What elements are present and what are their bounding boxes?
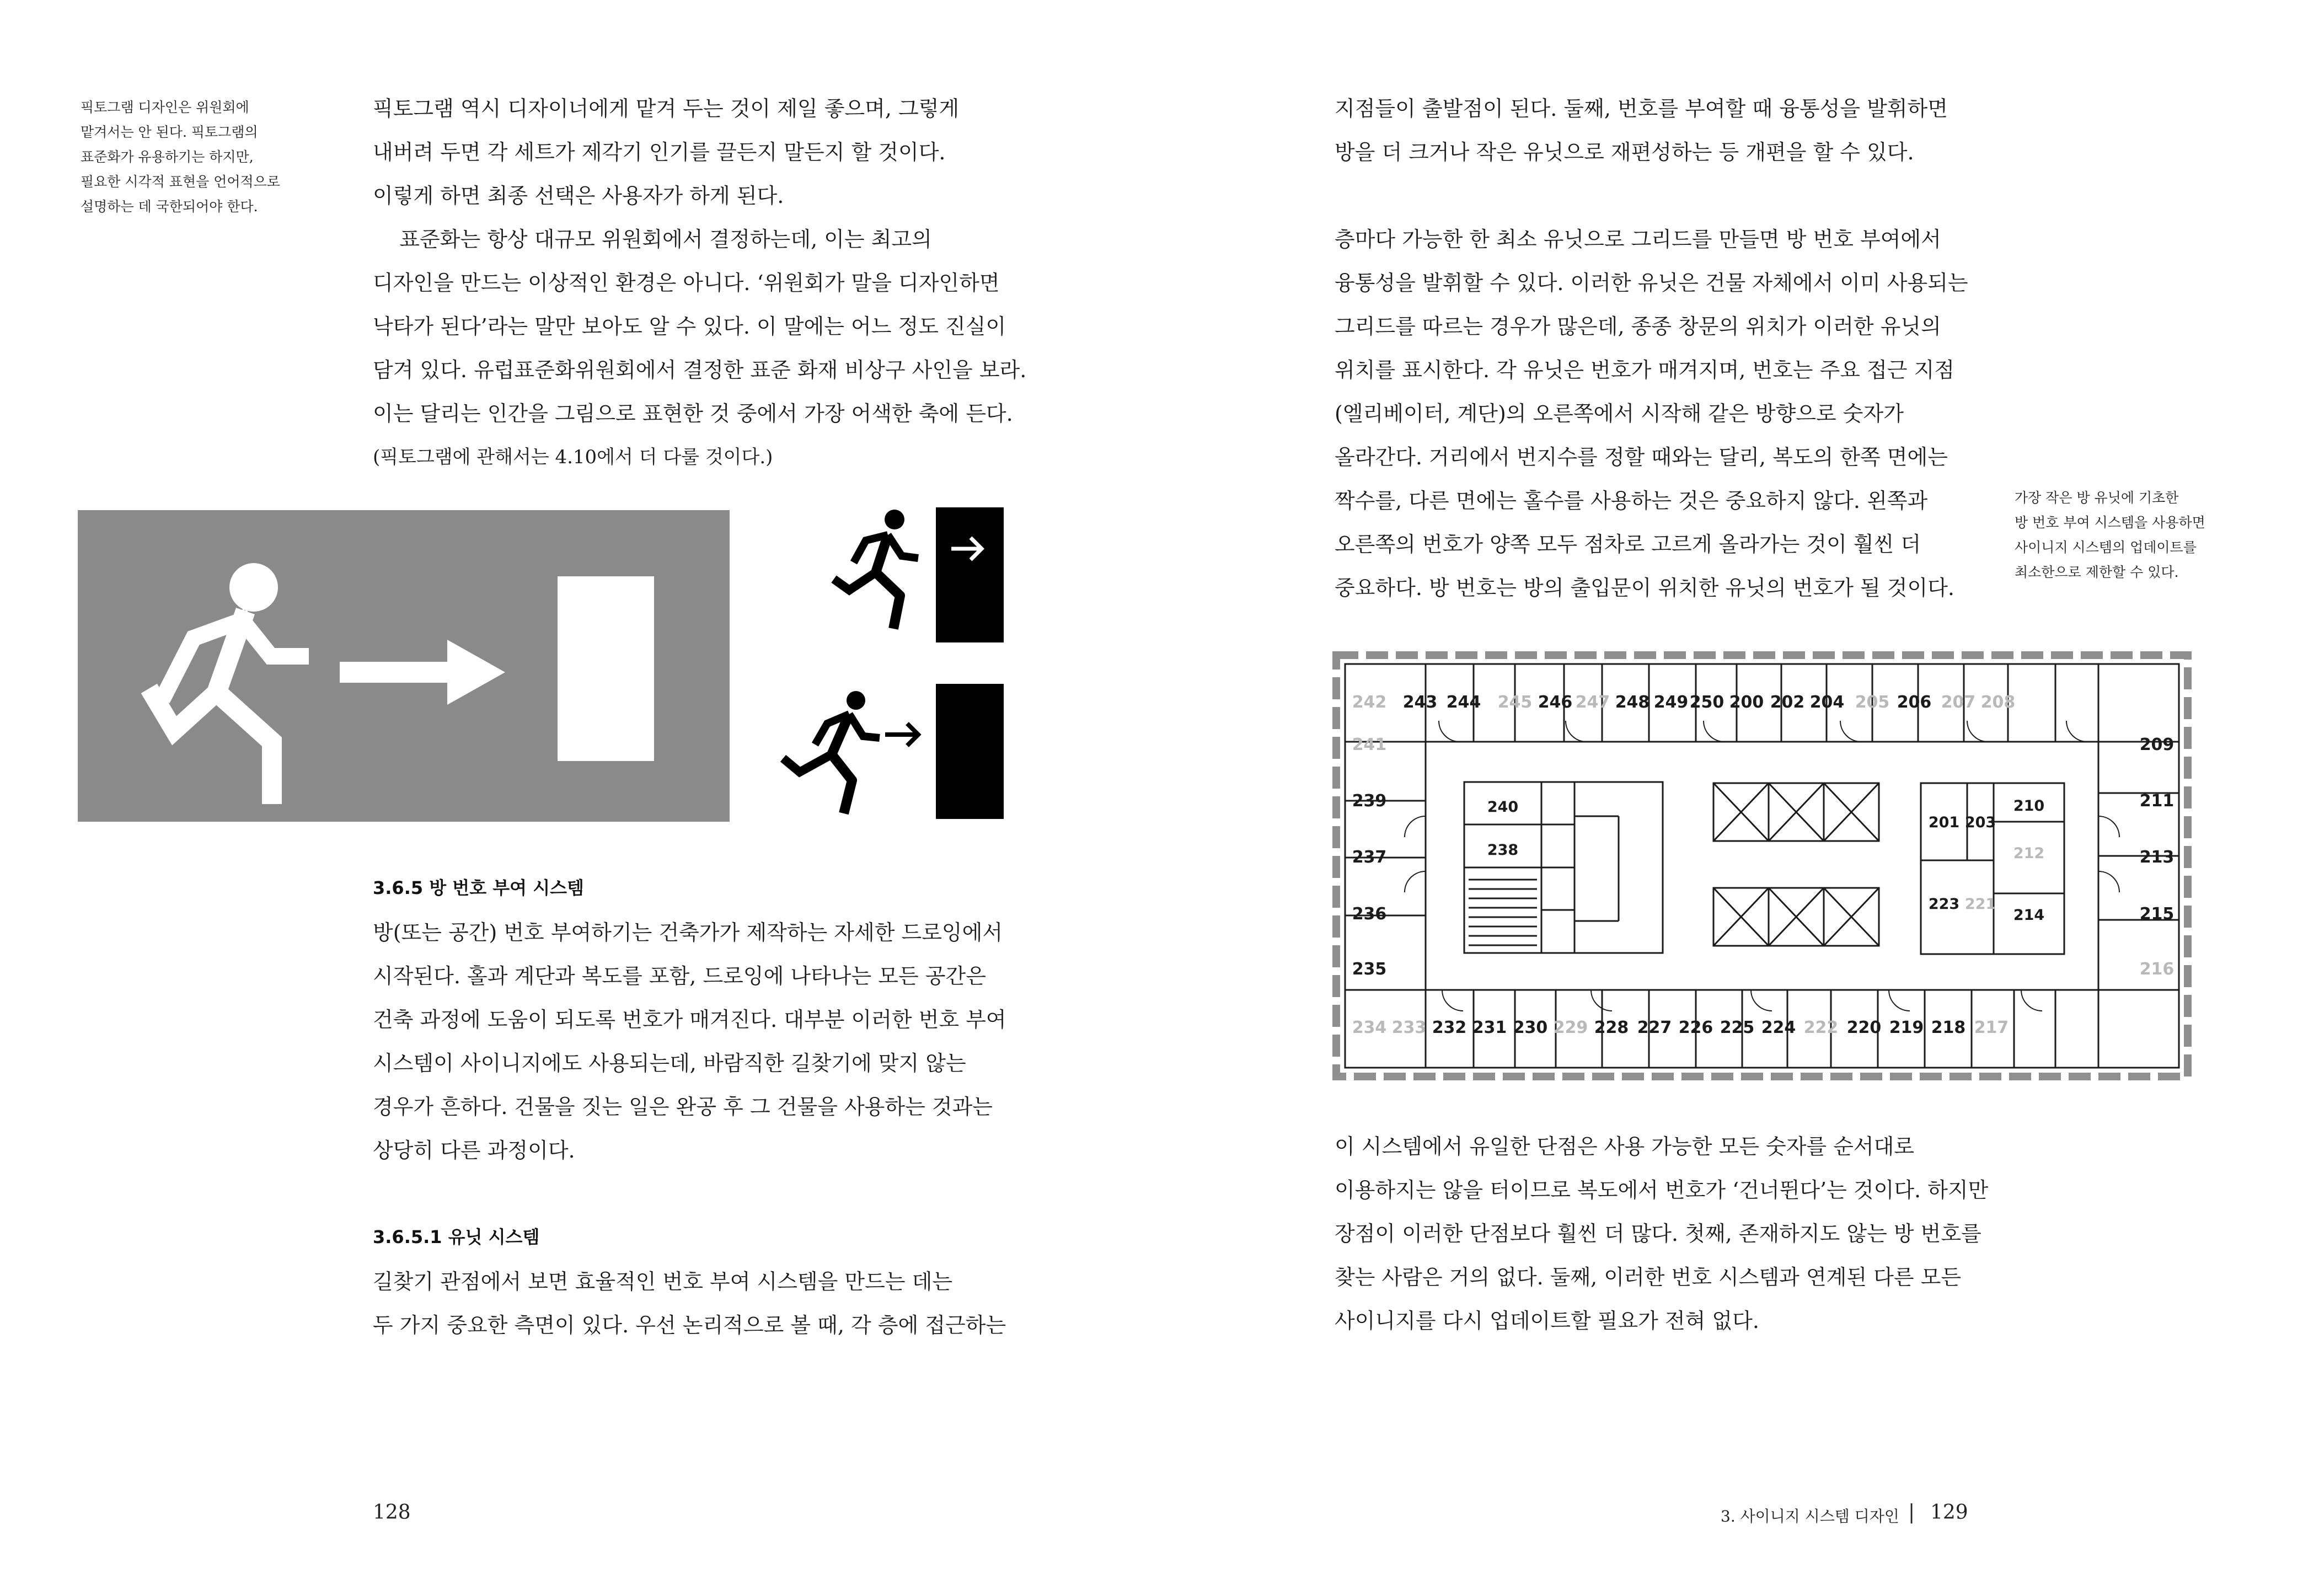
room-label: 235 [1352,960,1387,979]
text-line: 표준화는 항상 대규모 위원회에서 결정하는데, 이는 최고의 [373,227,932,251]
page-number-right: 129 [1930,1501,1968,1524]
text-line: 짝수를, 다른 면에는 홀수를 사용하는 것은 중요하지 않다. 왼쪽과 [1335,489,1928,513]
room-label: 234 [1352,1018,1387,1037]
text-line: 이 시스템에서 유일한 단점은 사용 가능한 모든 숫자를 순서대로 [1335,1134,1915,1159]
right-bottom-paragraph [1335,1125,1988,1343]
room-label: 202 [1770,693,1805,712]
room-label: 245 [1497,693,1533,712]
exit-pictogram-2 [761,684,1009,822]
room-label: 221 [1964,896,1996,913]
room-label: 233 [1391,1018,1427,1037]
right-side-note [2015,485,2205,585]
exit-pictogram-1 [805,507,1009,642]
room-label: 239 [1352,791,1387,811]
room-label: 249 [1653,693,1689,712]
room-label: 208 [1980,693,2016,712]
room-label: 223 [1928,896,1960,913]
room-label: 209 [2139,735,2175,754]
side-note-line: 설명하는 데 국한되어야 한다. [81,199,258,215]
room-label: 236 [1352,904,1387,924]
text-line: (엘리베이터, 계단)의 오른쪽에서 시작해 같은 방향으로 숫자가 [1335,401,1904,426]
room-label: 214 [2013,907,2045,924]
section-heading-3-6-5-1: 3.6.5.1 유닛 시스템 [373,1227,540,1247]
room-label: 229 [1553,1018,1588,1037]
text-line: 위치를 표시한다. 각 유닛은 번호가 매겨지며, 번호는 주요 접근 지점 [1335,358,1954,382]
side-note-line: 사이니지 시스템의 업데이트를 [2015,539,2197,555]
text-line: 낙타가 된다’라는 말만 보아도 알 수 있다. 이 말에는 어느 정도 진실이 [373,314,1006,339]
page-number-left: 128 [373,1501,411,1524]
section-heading-3-6-5: 3.6.5 방 번호 부여 시스템 [373,877,584,898]
arrow-right-icon [885,724,918,746]
room-label: 203 [1964,814,1996,831]
side-note-line: 필요한 시각적 표현을 언어적으로 [81,174,280,190]
text-line: (픽토그램에 관해서는 4.10에서 더 다룰 것이다.) [373,446,773,468]
room-label: 210 [2013,797,2045,815]
room-label: 228 [1594,1018,1629,1037]
room-label: 207 [1941,693,1976,712]
room-label: 216 [2139,960,2175,979]
text-line: 지점들이 출발점이 된다. 둘째, 번호를 부여할 때 융통성을 발휘하면 [1335,97,1948,121]
side-note-line: 가장 작은 방 유닛에 기초한 [2015,490,2179,506]
footer-divider: | [1908,1501,1915,1524]
text-line: 그리드를 따르는 경우가 많은데, 종종 창문의 위치가 이러한 유닛의 [1335,314,1941,339]
room-label: 224 [1761,1018,1796,1037]
room-label: 244 [1446,693,1481,712]
text-line: 담겨 있다. 유럽표준화위원회에서 결정한 표준 화재 비상구 사인을 보라. [373,358,1027,382]
text-line: 픽토그램 역시 디자이너에게 맡겨 두는 것이 제일 좋으며, 그렇게 [373,97,960,121]
room-label: 204 [1809,693,1845,712]
room-label: 238 [1487,842,1519,859]
text-line: 두 가지 중요한 측면이 있다. 우선 논리적으로 볼 때, 각 층에 접근하는 [373,1313,1006,1337]
side-note-line: 맡겨서는 안 된다. 픽토그램의 [81,124,258,140]
text-line: 방(또는 공간) 번호 부여하기는 건축가가 제작하는 자세한 드로잉에서 [373,920,1003,945]
room-label: 205 [1855,693,1890,712]
room-label: 222 [1803,1018,1839,1037]
room-labels [1352,693,2175,1037]
text-line: 건축 과정에 도움이 되도록 번호가 매겨진다. 대부분 이러한 번호 부여 [373,1008,1006,1032]
room-label: 200 [1729,693,1764,712]
room-label: 227 [1637,1018,1672,1037]
intro-paragraph [373,87,1026,479]
text-line: 이는 달리는 인간을 그림으로 표현한 것 중에서 가장 어색한 축에 든다. [373,401,1013,426]
room-label: 240 [1487,799,1519,816]
room-label: 232 [1432,1018,1467,1037]
floor-plan [1332,651,2192,1081]
room-label: 230 [1513,1018,1548,1037]
text-line: 중요하다. 방 번호는 방의 출입문이 위치한 유닛의 번호가 될 것이다. [1335,576,1954,600]
room-label: 213 [2139,848,2175,867]
room-label: 243 [1402,693,1438,712]
room-label: 211 [2139,791,2175,811]
text-line: 찾는 사람은 거의 없다. 둘째, 이러한 번호 시스템과 연계된 다른 모든 [1335,1265,1962,1289]
text-line: 방을 더 크거나 작은 유닛으로 재편성하는 등 개편을 할 수 있다. [1335,140,1914,164]
text-line: 이용하지는 않을 터이므로 복도에서 번호가 ‘건너뛴다’는 것이다. 하지만 [1335,1178,1989,1202]
room-label: 248 [1615,693,1650,712]
running-footer-chapter: 3. 사이니지 시스템 디자인 [1721,1507,1899,1525]
text-line: 층마다 가능한 한 최소 유닛으로 그리드를 만들면 방 번호 부여에서 [1335,227,1941,251]
text-line: 장점이 이러한 단점보다 훨씬 더 많다. 첫째, 존재하지도 않는 방 번호를 [1335,1222,1981,1246]
room-label: 212 [2013,845,2045,862]
door-icon [936,507,1004,642]
text-line: 상당히 다른 과정이다. [373,1138,575,1163]
text-line: 시스템이 사이니지에도 사용되는데, 바람직한 길찾기에 맞지 않는 [373,1051,966,1075]
text-line: 융통성을 발휘할 수 있다. 이러한 유닛은 건물 자체에서 이미 사용되는 [1335,271,1968,295]
room-label: 219 [1889,1018,1924,1037]
room-label: 250 [1689,693,1724,712]
room-label: 220 [1846,1018,1882,1037]
room-label: 246 [1538,693,1573,712]
text-line: 올라간다. 거리에서 번지수를 정할 때와는 달리, 복도의 한쪽 면에는 [1335,445,1948,469]
text-line: 경우가 흔하다. 건물을 짓는 일은 완공 후 그 건물을 사용하는 것과는 [373,1095,993,1119]
text-line: 길찾기 관점에서 보면 효율적인 번호 부여 시스템을 만드는 데는 [373,1270,953,1294]
room-label: 241 [1352,735,1387,754]
room-label: 218 [1931,1018,1966,1037]
text-line: 디자인을 만드는 이상적인 환경은 아니다. ‘위원회가 말을 디자인하면 [373,271,1000,295]
text-line: 시작된다. 홀과 계단과 복도를 포함, 드로잉에 나타나는 모든 공간은 [373,964,986,988]
side-note-line: 방 번호 부여 시스템을 사용하면 [2015,515,2205,531]
left-side-note [81,95,280,219]
right-top-paragraph [1335,87,1948,174]
room-label: 201 [1928,814,1960,831]
room-label: 231 [1472,1018,1507,1037]
right-mid-paragraph [1335,218,1968,610]
room-label: 215 [2139,904,2175,924]
subsection-paragraph [373,1260,1006,1347]
side-note-line: 최소한으로 제한할 수 있다. [2015,564,2179,580]
room-label: 247 [1575,693,1610,712]
room-label: 226 [1678,1018,1713,1037]
text-line: 내버려 두면 각 세트가 제각기 인기를 끌든지 말든지 할 것이다. [373,140,946,164]
room-label: 242 [1352,693,1387,712]
text-line: 사이니지를 다시 업데이트할 필요가 전혀 없다. [1335,1309,1759,1333]
side-note-line: 픽토그램 디자인은 위원회에 [81,99,249,115]
room-label: 237 [1352,848,1387,867]
side-note-line: 표준화가 유용하기는 하지만, [81,149,254,165]
section-paragraph [373,911,1006,1172]
door-icon [936,684,1004,819]
room-label: 217 [1974,1018,2009,1037]
exit-door-icon [558,576,654,761]
room-label: 225 [1720,1018,1755,1037]
text-line: 오른쪽의 번호가 양쪽 모두 점차로 고르게 올라가는 것이 훨씬 더 [1335,532,1921,556]
room-label: 206 [1897,693,1932,712]
european-exit-sign [78,510,730,822]
text-line: 이렇게 하면 최종 선택은 사용자가 하게 된다. [373,184,784,208]
